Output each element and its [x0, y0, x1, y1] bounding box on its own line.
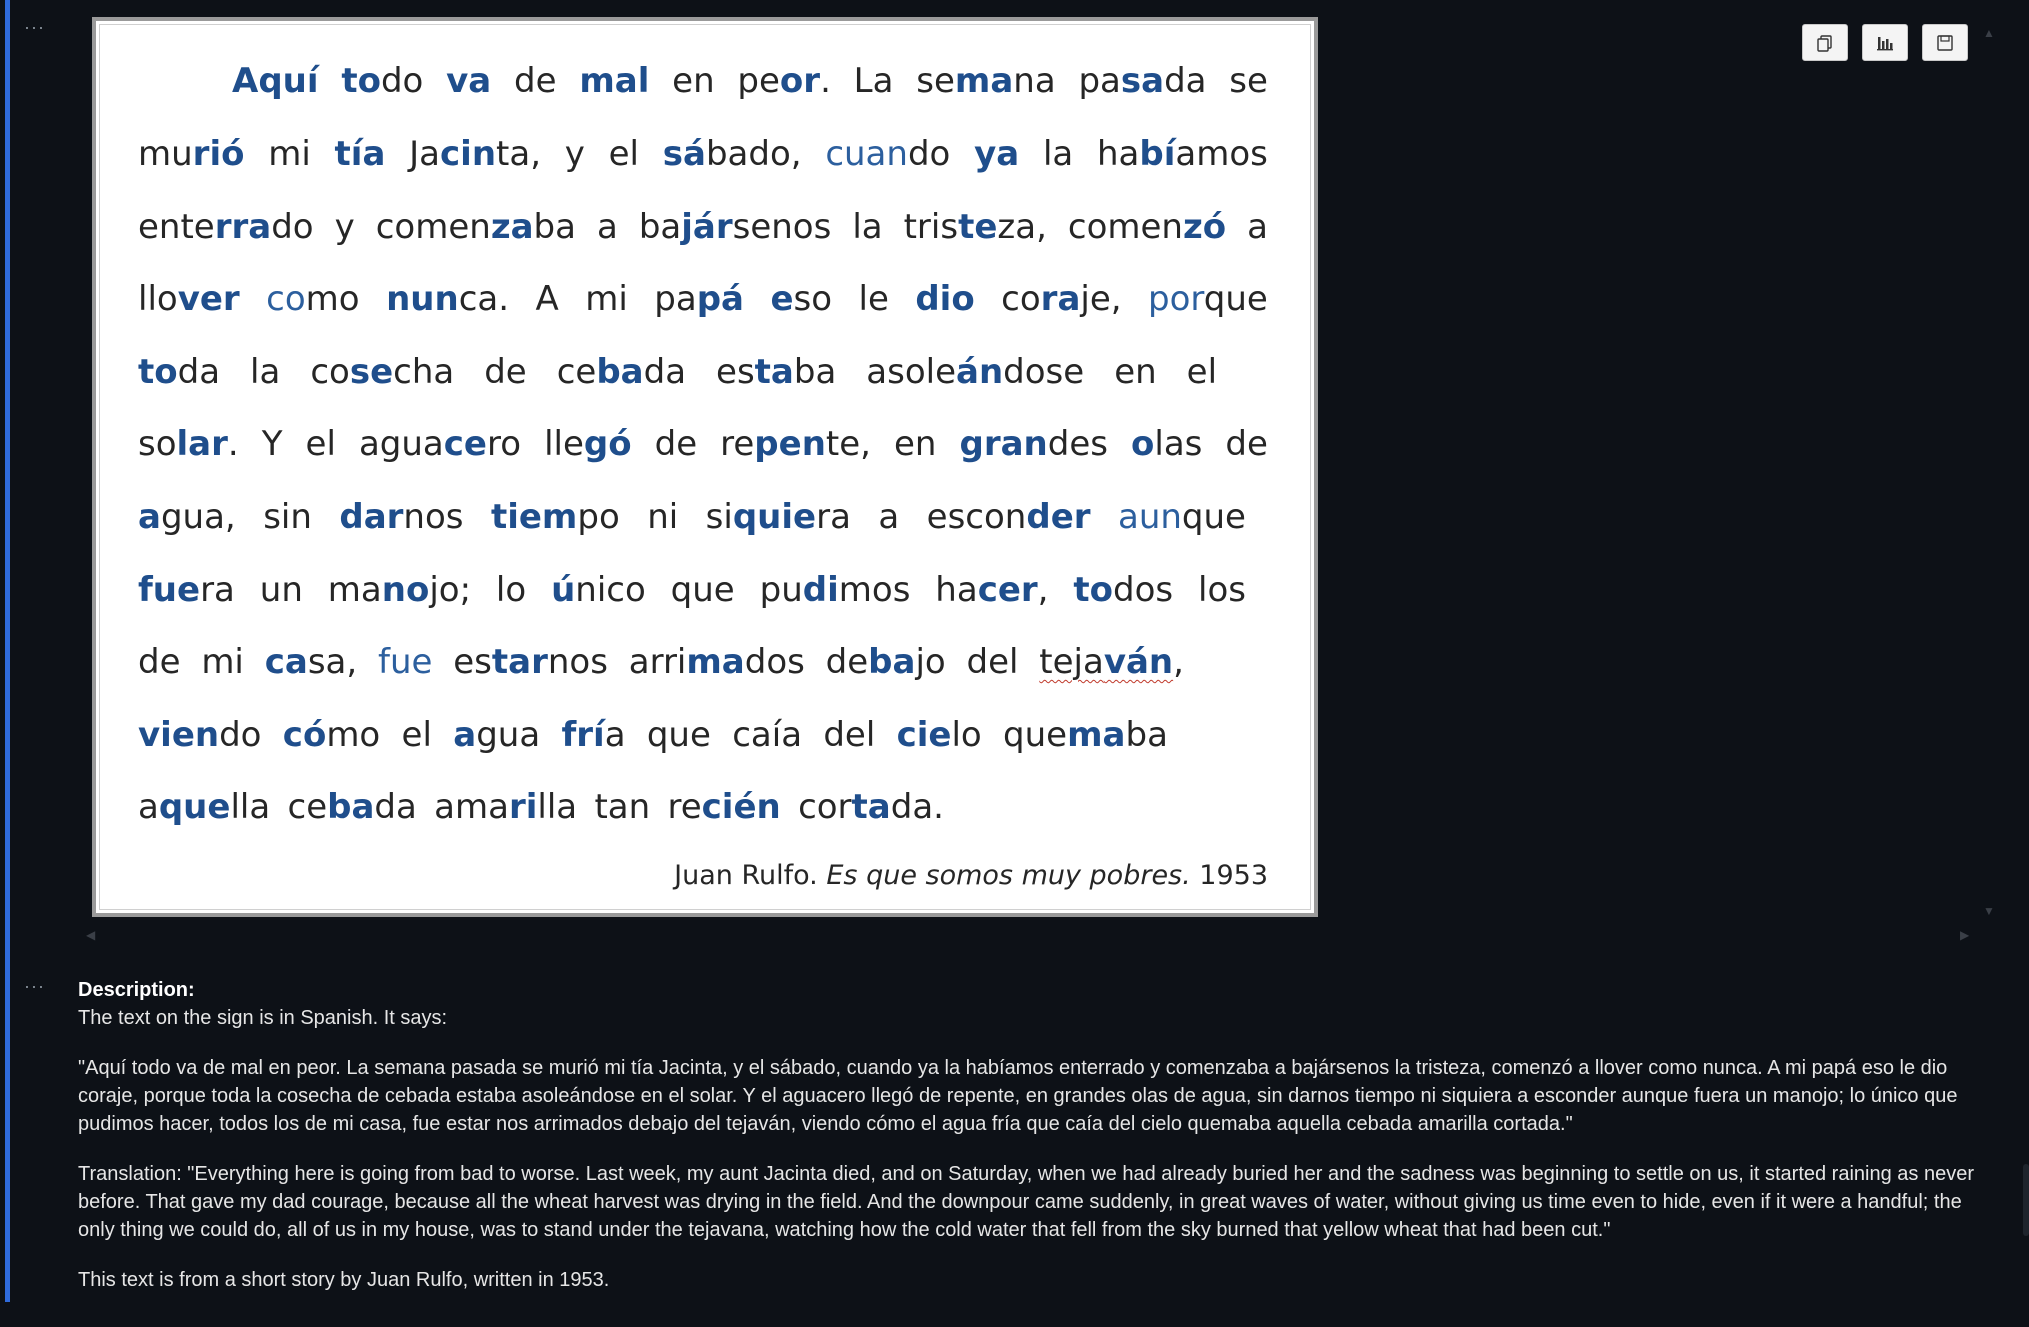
text-line-4: llover como nunca. A mi papá eso le dio coraje, porque [138, 279, 1268, 319]
word: Aquí [232, 61, 319, 101]
image-toolbar [1802, 24, 1968, 61]
text-line-3: enterrado y comenzaba a bajársenos la tristeza, comenzó a [138, 207, 1268, 247]
cell-focus-rail [5, 0, 10, 1302]
output-image [92, 17, 1318, 917]
citation [674, 860, 1268, 891]
text-line-2: murió mi tía Jacinta, y el sábado, cuando ya la habíamos [138, 134, 1268, 174]
word: todo [341, 61, 424, 101]
word: semana [916, 61, 1056, 101]
description-title: Description: [78, 979, 195, 1001]
scroll-up-arrow-icon[interactable]: ▲ [1983, 26, 1995, 40]
text-line-10: viendo cómo el agua fría que caía del cielo quemaba [138, 715, 1168, 755]
more-options-icon[interactable]: ··· [24, 17, 45, 37]
text-line-11: aquella cebada amarilla tan recién cortada. [138, 787, 944, 827]
bar-chart-icon [1876, 34, 1894, 52]
scroll-down-arrow-icon[interactable]: ▼ [1983, 904, 1995, 918]
scroll-left-arrow-icon[interactable]: ◀ [86, 928, 96, 942]
text-line-5: toda la cosecha de cebada estaba asoleándose en el [138, 352, 1218, 392]
copy-button[interactable] [1802, 24, 1848, 61]
chart-button[interactable] [1862, 24, 1908, 61]
citation-title: Es que somos muy pobres. [826, 860, 1191, 891]
word: va [446, 61, 492, 101]
more-options-icon[interactable]: ··· [24, 976, 45, 996]
text-line-9: de mi casa, fue estarnos arrimados debajo del tejaván, [138, 642, 1184, 682]
description-note: This text is from a short story by Juan Rulfo, written in 1953. [78, 1269, 610, 1291]
citation-year: 1953 [1190, 860, 1268, 891]
vertical-scrollbar-thumb[interactable] [2023, 1164, 2029, 1236]
scroll-right-arrow-icon[interactable]: ▶ [1960, 928, 1970, 942]
text-line-1 [232, 61, 1268, 101]
citation-author: Juan Rulfo. [674, 860, 827, 891]
save-button[interactable] [1922, 24, 1968, 61]
text-line-7: agua, sin darnos tiempo ni siquiera a esconder aunque [138, 497, 1246, 537]
description-quote: "Aquí todo va de mal en peor. La semana pasada se murió mi tía Jacinta, y el sábado, cuando ya la habíamos enterrado y comenzaba a bajársenos la tristeza, comenzó a llover como nunca. A mi papá eso le dio coraje, porque toda la cosecha de cebada estaba asoleándose en el solar. Y el aguacero llegó de repente, en grandes olas de agua, sin darnos tiempo ni siquiera a esconder aunque fuera un manojo; lo único que pudimos hacer, todos los de mi casa, fue estar nos arrimados debajo del tejaván, viendo cómo el agua fría que caía del cielo quemaba aquella cebada amarilla cortada." [78, 1057, 1958, 1135]
word: de [514, 61, 557, 101]
description-block [78, 976, 1998, 1294]
word: en [672, 61, 715, 101]
word: La [853, 61, 894, 101]
text-line-6: solar. Y el aguacero llegó de repente, en grandes olas de [138, 424, 1268, 464]
word: pasada [1078, 61, 1207, 101]
word: mal [579, 61, 650, 101]
copy-icon [1816, 34, 1834, 52]
description-intro: The text on the sign is in Spanish. It says: [78, 1007, 448, 1029]
save-icon [1936, 34, 1954, 52]
description-translation: Translation: "Everything here is going from bad to worse. Last week, my aunt Jacinta died, and on Saturday, when we had already buried her and the sadness was beginning to settle on us, it started raining as never before. That gave my dad courage, because all the wheat harvest was drying in the field. And the downpour came suddenly, in great waves of water, without giving us time even to hide, even if it were a handful; the only thing we could do, all of us in my house, was to stand under the tejavana, watching how the cold water that fell from the sky burned that yellow wheat that had been cut." [78, 1163, 1974, 1241]
text-line-8: fuera un manojo; lo único que pudimos hacer, todos los [138, 570, 1246, 610]
word: peor. [737, 61, 831, 101]
word: se [1229, 61, 1268, 101]
